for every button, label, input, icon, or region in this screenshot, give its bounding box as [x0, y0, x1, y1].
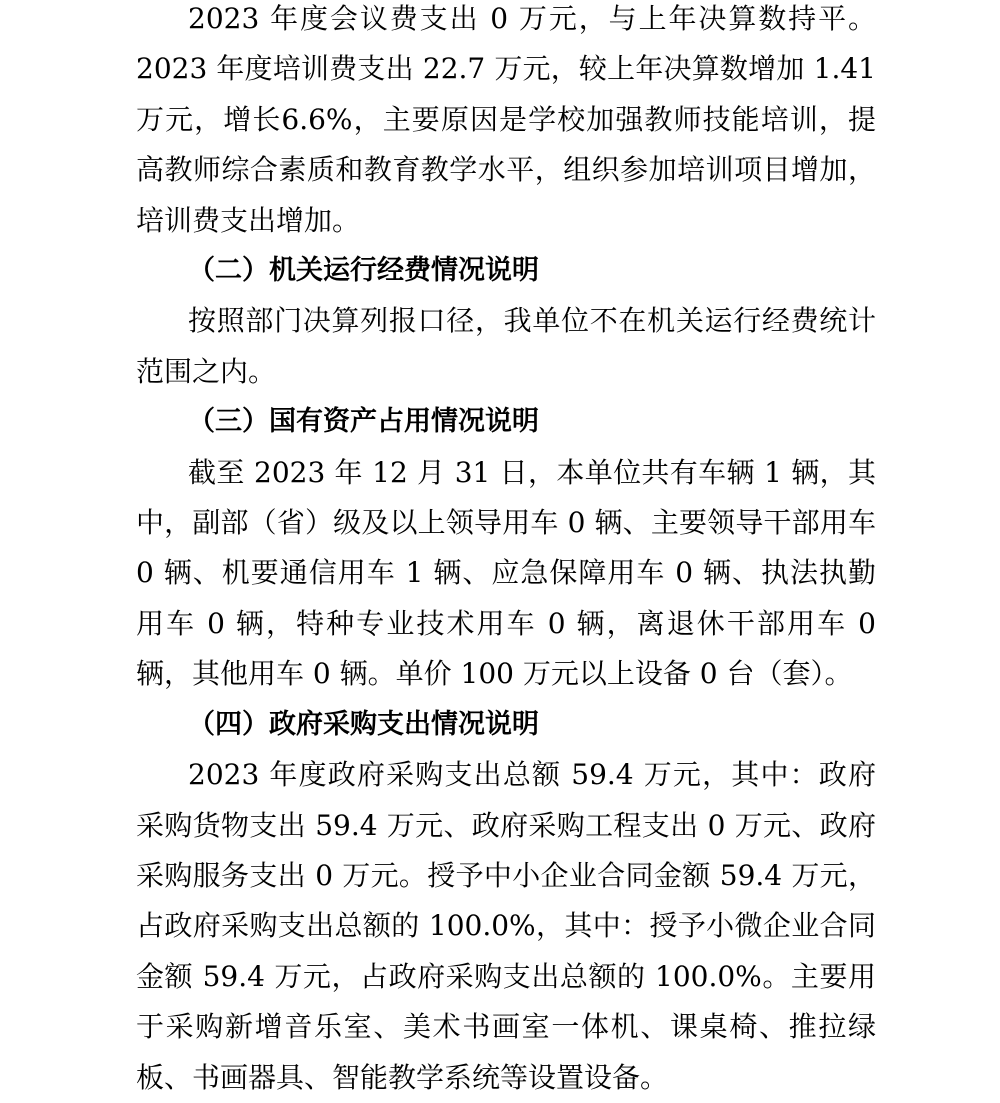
paragraph-meeting-training-expenses: 2023 年度会议费支出 0 万元，与上年决算数持平。2023 年度培训费支出 22.7 万元，较上年决算数增加 1.41 万元，增长6.6%，主要原因是学校加强教师技能培训，提高教师综合素质和教育教学水平，组织参加培训项目增加，培训费支出增加。	[136, 2, 876, 237]
paragraph-government-procurement: 2023 年度政府采购支出总额 59.4 万元，其中：政府采购货物支出 59.4 万元、政府采购工程支出 0 万元、政府采购服务支出 0 万元。授予中小企业合同金额 59.4 万元，占政府采购支出总额的 100.0%，其中：授予小微企业合同金额 59.4 万元，占政府采购支出总额的 100.0%。主要用于采购新增音乐室、美术书画室一体机、课桌椅、推拉绿板、书画器具、智能教学系统等设置设备。	[136, 758, 876, 1094]
document-page	[136, 0, 876, 1103]
heading-operating-expenses: （二）机关运行经费情况说明	[188, 255, 539, 287]
paragraph-state-assets: 截至 2023 年 12 月 31 日，本单位共有车辆 1 辆，其中，副部（省）级及以上领导用车 0 辆、主要领导干部用车 0 辆、机要通信用车 1 辆、应急保障用车 0 辆、执法执勤用车 0 辆，特种专业技术用车 0 辆，离退休干部用车 0 辆，其他用车 0 辆。单价 100 万元以上设备 0 台（套）。	[136, 455, 876, 691]
paragraph-operating-expenses: 按照部门决算列报口径，我单位不在机关运行经费统计范围之内。	[136, 304, 876, 388]
heading-government-procurement: （四）政府采购支出情况说明	[188, 708, 539, 740]
heading-state-assets: （三）国有资产占用情况说明	[188, 406, 539, 438]
